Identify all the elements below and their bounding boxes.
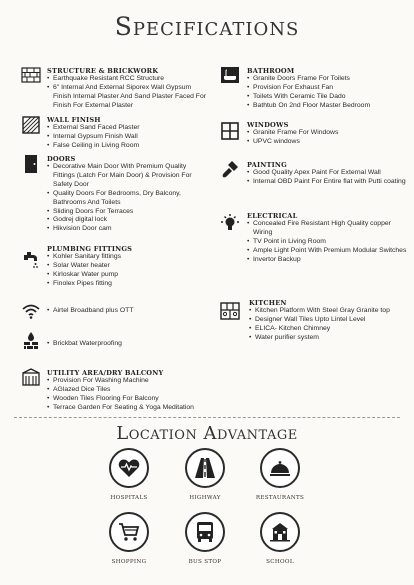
location-restaurants [245,448,315,501]
window-icon [219,120,241,142]
door-icon [20,153,42,175]
list-item: • Hikvision Door cam [47,225,207,234]
list-item: • Brickbat Waterproofing [47,340,207,349]
location-label: HOSPITALS [110,495,148,501]
electrical-title: ELECTRICAL [247,212,298,220]
list-item: • Kohler Sanitary fittings [47,253,207,262]
list-item: • UPVC windows [247,138,407,147]
list-item: • Quality Doors For Bedrooms, Dry Balcony, Bathrooms And Toilets [47,190,207,208]
location-title: Location Advantage [116,423,298,444]
list-item: • ELICA- Kitchen Chimney [249,325,409,334]
kitchen-cabinet-icon [219,300,241,322]
structure-list [47,75,207,111]
bathtub-icon [219,64,241,86]
list-item: • External Sand Faced Plaster [47,124,207,133]
road-icon [185,448,225,488]
location-label: RESTAURANTS [255,495,305,501]
wall-finish-title: WALL FINISH [47,116,101,124]
utility-list [47,377,217,413]
list-item: • False Ceiling in Living Room [47,142,207,151]
waterproofing-list [47,340,207,349]
list-item: • Decorative Main Door With Premium Quality Fittings (Latch For Main Door) & Provision For Safety Door [47,163,207,190]
page-title: Specifications [114,12,300,41]
list-item: • Bathtub On 2nd Floor Master Bedroom [247,102,407,111]
windows-list [247,129,407,147]
plumbing-list [47,253,207,289]
balcony-icon [20,366,42,388]
school-icon [260,512,300,552]
list-item: • Granite Doors Frame For Toilets [247,75,407,84]
list-item: • Kitchen Platform With Steel Gray Granite top [249,307,409,316]
location-label: SCHOOL [266,559,294,565]
list-item: • Toilets With Ceramic Tile Dado [247,93,407,102]
list-item: • Sliding Doors For Terraces [47,208,207,217]
kitchen-list [249,307,409,343]
location-bus-stop [170,512,240,565]
doors-title: DOORS [47,155,76,163]
electrical-list [247,220,407,265]
location-label: BUS STOP [188,559,222,565]
waterproofing-icon [20,330,42,352]
wifi-icon [20,300,42,322]
wall-finish-icon [20,114,42,136]
list-item: • Concealed Fire Resistant High Quality copper Wiring [247,220,407,238]
list-item: • Finolex Pipes fitting [47,280,207,289]
list-item: • Solar Water heater [47,262,207,271]
wall-finish-list [47,124,207,151]
heart-pulse-icon [109,448,149,488]
faucet-icon [20,248,42,270]
list-item: • Internal OBD Paint For Entire flat with Putti coating [247,178,407,187]
list-item: • Airtel Broadband plus OTT [47,307,207,316]
utility-title: UTILITY AREA/DRY BALCONY [47,369,164,377]
list-item: • Provision For Washing Machine [47,377,217,386]
list-item: • Water purifier system [249,334,409,343]
structure-title: STRUCTURE & BRICKWORK [47,67,159,75]
light-bulb-icon [219,212,241,234]
cart-icon [109,512,149,552]
location-shopping [94,512,164,565]
section-divider [14,417,400,418]
list-item: • AGlazed Dice Tiles [47,386,217,395]
location-school [245,512,315,565]
kitchen-title: KITCHEN [249,299,287,307]
list-item: • Ample Light Point With Premium Modular Switches [247,247,407,256]
brick-wall-icon [20,64,42,86]
location-highway [170,448,240,501]
list-item: • Provision For Exhaust Fan [247,84,407,93]
painting-title: PAINTING [247,161,287,169]
location-label: HIGHWAY [189,495,221,501]
plumbing-title: PLUMBING FITTINGS [47,245,133,253]
list-item: • Kirloskar Water pump [47,271,207,280]
bathroom-list [247,75,407,111]
list-item: • Designer Wall Tiles Upto Lintel Level [249,316,409,325]
list-item: • Earthquake Resistant RCC Structure [47,75,207,84]
bathroom-title: BATHROOM [247,67,295,75]
list-item: • TV Point in Living Room [247,238,407,247]
list-item: • Terrace Garden For Seating & Yoga Meditation [47,404,217,413]
broadband-list [47,307,207,316]
list-item: • Invertor Backup [247,256,407,265]
list-item: • 6" Internal And External Siporex Wall Gypsum Finish Internal Plaster And Sand Plaster Faced For Finish For External Plaster [47,84,207,111]
list-item: • Godrej digital lock [47,216,207,225]
paint-brush-icon [219,158,241,180]
cloche-icon [260,448,300,488]
location-hospitals [94,448,164,501]
painting-list [247,169,407,187]
list-item: • Wooden Tiles Flooring For Balcony [47,395,217,404]
list-item: • Good Quality Apex Paint For External Wall [247,169,407,178]
list-item: • Granite Frame For Windows [247,129,407,138]
windows-title: WINDOWS [247,121,289,129]
list-item: • Internal Gypsum Finish Wall [47,133,207,142]
doors-list [47,163,207,234]
location-label: SHOPPING [111,559,147,565]
bus-icon [185,512,225,552]
